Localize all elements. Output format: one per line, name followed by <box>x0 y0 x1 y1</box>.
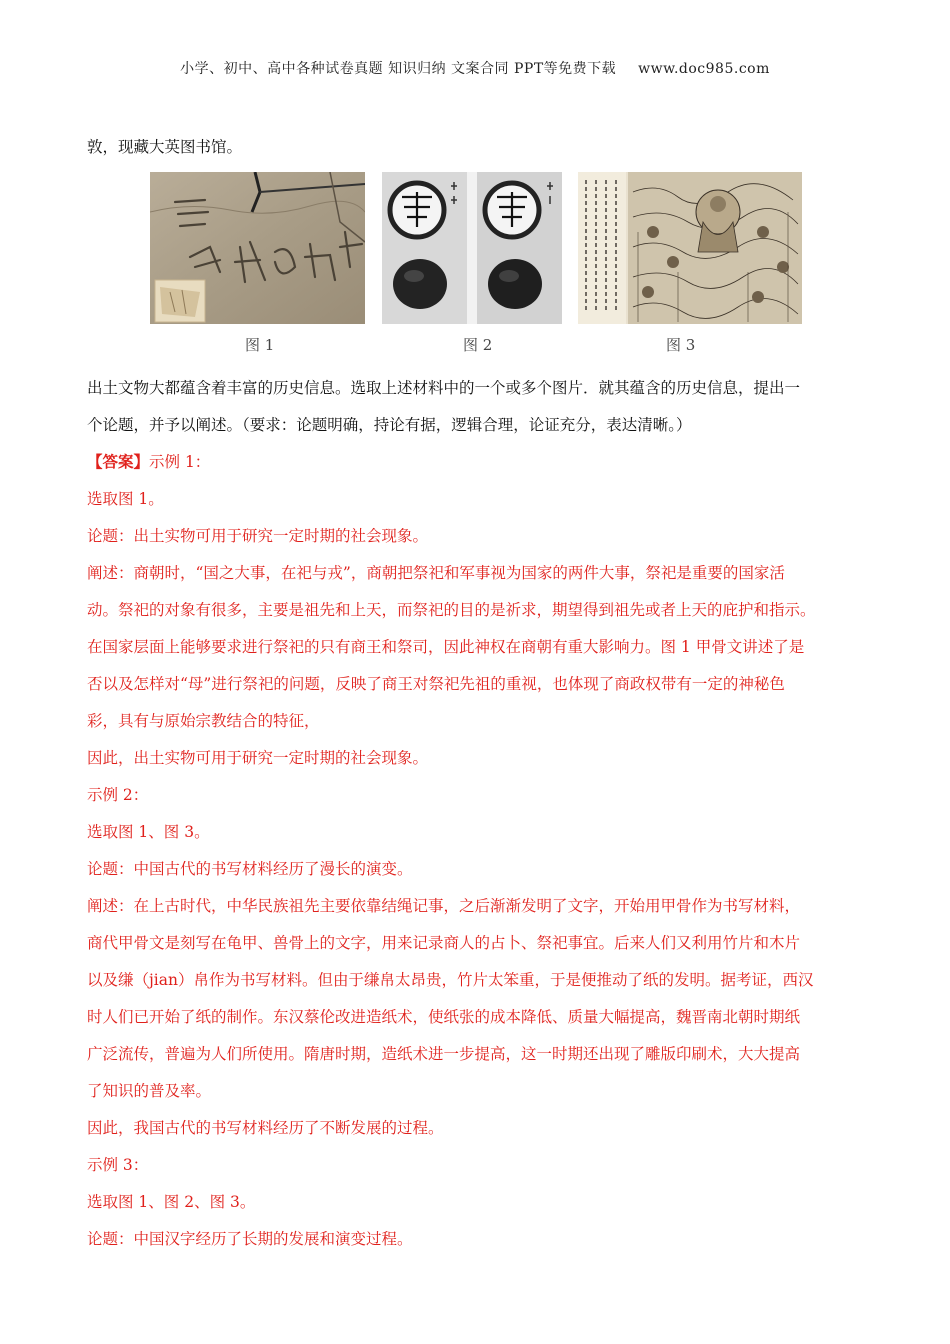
example-2-para-1: 阐述：在上古时代，中华民族祖先主要依靠结绳记事，之后渐渐发明了文字，开始用甲骨作为书写材料， <box>87 897 801 915</box>
example-2-para-4: 时人们已开始了纸的制作。东汉蔡伦改进造纸术，使纸张的成本降低、质量大幅提高，魏晋南北朝时期纸 <box>87 1008 801 1026</box>
answer-heading <box>87 452 210 472</box>
example-1-title: 示例 1： <box>149 453 211 471</box>
example-3-topic: 论题：中国汉字经历了长期的发展和演变过程。 <box>87 1230 413 1248</box>
example-2-para-2: 商代甲骨文是刻写在龟甲、兽骨上的文字，用来记录商人的占卜、祭祀事宜。后来人们又利用竹片和木片 <box>87 934 801 952</box>
example-2-conclusion: 因此，我国古代的书写材料经历了不断发展的过程。 <box>87 1119 444 1137</box>
figure-1-oracle-bone <box>150 172 365 324</box>
example-2-para-5: 广泛流传，普遍为人们所使用。隋唐时期，造纸术进一步提高，这一时期还出现了雕版印刷术，大大提高 <box>87 1045 801 1063</box>
intro-tail: 敦，现藏大英图书馆。 <box>87 138 243 156</box>
example-3-select: 选取图 1、图 2、图 3。 <box>87 1193 256 1211</box>
answer-label: 【答案】 <box>87 452 150 471</box>
example-1-para-1: 阐述：商朝时，“国之大事，在祀与戎”，商朝把祭祀和军事视为国家的两件大事，祭祀是重要的国家活 <box>87 564 785 582</box>
example-1-topic: 论题：出土实物可用于研究一定时期的社会现象。 <box>87 527 429 545</box>
figure-2-seals <box>382 172 562 324</box>
page-header <box>0 58 950 78</box>
example-1-para-5: 彩，具有与原始宗教结合的特征， <box>87 712 320 730</box>
figure-3-caption: 图 3 <box>666 336 696 354</box>
figure-2-caption: 图 2 <box>463 336 493 354</box>
question-line-2: 个论题，并予以阐述。（要求：论题明确，持论有据，逻辑合理，论证充分，表达清晰。） <box>87 416 692 434</box>
header-title: 小学、初中、高中各种试卷真题 知识归纳 文案合同 PPT等免费下载 <box>180 61 617 77</box>
example-1-para-2: 动。祭祀的对象有很多，主要是祖先和上天，而祭祀的目的是祈求，期望得到祖先或者上天的庇护和指示。 <box>87 601 816 619</box>
header-url[interactable]: www.doc985.com <box>638 61 770 77</box>
example-1-select: 选取图 1。 <box>87 490 164 508</box>
example-3-title: 示例 3： <box>87 1156 149 1174</box>
figure-row <box>150 172 805 352</box>
example-2-para-3: 以及缣（jian）帛作为书写材料。但由于缣帛太昂贵，竹片太笨重，于是便推动了纸的发明。据考证，西汉 <box>87 971 814 989</box>
example-2-title: 示例 2： <box>87 786 149 804</box>
example-2-select: 选取图 1、图 3。 <box>87 823 210 841</box>
example-2-para-6: 了知识的普及率。 <box>87 1082 212 1100</box>
example-1-para-3: 在国家层面上能够要求进行祭祀的只有商王和祭司，因此神权在商朝有重大影响力。图 1 甲骨文讲述了是 <box>87 638 805 656</box>
figure-1-caption: 图 1 <box>245 336 275 354</box>
example-2-topic: 论题：中国古代的书写材料经历了漫长的演变。 <box>87 860 413 878</box>
figure-3-sutra-print <box>578 172 802 324</box>
example-1-para-4: 否以及怎样对“母”进行祭祀的问题，反映了商王对祭祀先祖的重视，也体现了商政权带有一定的神秘色 <box>87 675 785 693</box>
question-line-1: 出土文物大都蕴含着丰富的历史信息。选取上述材料中的一个或多个图片．就其蕴含的历史信息，提出一 <box>87 379 801 397</box>
example-1-conclusion: 因此，出土实物可用于研究一定时期的社会现象。 <box>87 749 429 767</box>
